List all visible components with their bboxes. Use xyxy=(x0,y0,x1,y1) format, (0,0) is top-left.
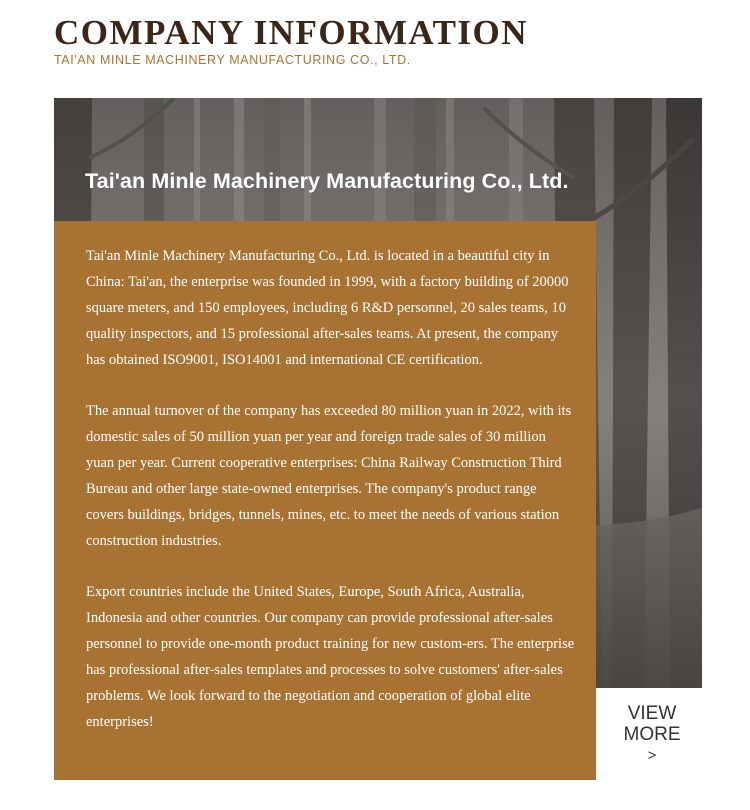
page-title: COMPANY INFORMATION xyxy=(54,13,529,52)
page-subtitle: TAI'AN MINLE MACHINERY MANUFACTURING CO., LTD. xyxy=(54,53,411,67)
description-paragraph-2: The annual turnover of the company has exceeded 80 million yuan in 2022, with its domestic sales of 50 million yuan per year and foreign trade sales of 30 million yuan per year. Current cooperative enterprises: China Railway Construction Third Bureau and other large state-owned enterprises. The company's product range covers buildings, bridges, tunnels, mines, etc. to meet the needs of various station construction industries. xyxy=(86,403,572,549)
view-more-button[interactable] xyxy=(596,688,708,780)
view-more-label-line2: MORE xyxy=(623,723,681,745)
chevron-right-icon: > xyxy=(647,746,657,764)
section-header xyxy=(54,14,528,67)
view-more-label-line1: VIEW xyxy=(627,702,677,724)
banner-company-name: Tai'an Minle Machinery Manufacturing Co., Ltd. xyxy=(85,169,569,193)
description-paragraph-3: Export countries include the United States, Europe, South Africa, Australia, Indonesia and other countries. Our company can provide professional after-sales personnel to provide one-month product training for new custom-ers. The enterprise has professional after-sales templates and processes to solve customers' after-sales problems. We look forward to the negotiation and cooperation of global elite enterprises! xyxy=(86,584,575,730)
description-paragraph-1: Tai'an Minle Machinery Manufacturing Co., Ltd. is located in a beautiful city in China: Tai'an, the enterprise was founded in 1999, with a factory building of 20000 square meters, and 150 employees, including 6 R&D personnel, 20 sales teams, 10 quality inspectors, and 15 professional after-sales teams. At present, the company has obtained ISO9001, ISO14001 and international CE certification. xyxy=(86,248,569,368)
company-description-card xyxy=(54,221,596,780)
